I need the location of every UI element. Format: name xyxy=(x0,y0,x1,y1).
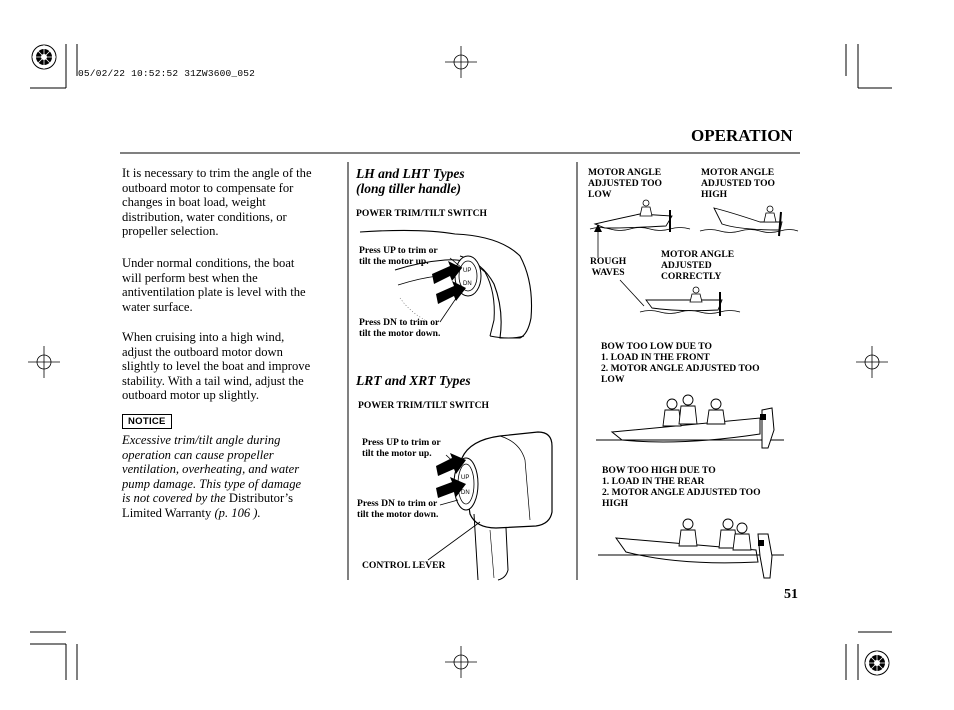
lh-switch-dn-text: DN xyxy=(463,281,472,287)
lrt-xrt-heading: LRT and XRT Types xyxy=(356,373,471,388)
lh-press-up-label: Press UP to trim or tilt the motor up. xyxy=(359,245,438,267)
rough-waves-label: ROUGH WAVES xyxy=(590,256,627,278)
angle-low-label: MOTOR ANGLE ADJUSTED TOO LOW xyxy=(588,167,663,200)
lh-press-dn-label: Press DN to trim or tilt the motor down. xyxy=(359,317,441,339)
paragraph-high-wind: When cruising into a high wind, adjust the outboard motor down slightly to level the boat and improve stability. With a tail wind, adjust the outboard motor up slightly. xyxy=(122,330,311,403)
boat-correct-angle-icon xyxy=(640,287,740,316)
notice-badge: NOTICE xyxy=(122,414,172,429)
notice-text-warranty: Distributor’s Limited Warranty xyxy=(122,491,294,520)
bow-low-label: BOW TOO LOW DUE TO 1. LOAD IN THE FRONT 2. MOTOR ANGLE ADJUSTED TOO LOW xyxy=(601,341,760,385)
lrt-switch-label: POWER TRIM/TILT SWITCH xyxy=(358,400,489,411)
lh-switch-label: POWER TRIM/TILT SWITCH xyxy=(356,208,487,219)
angle-high-label: MOTOR ANGLE ADJUSTED TOO HIGH xyxy=(701,167,776,200)
paragraph-trim-angle: It is necessary to trim the angle of the outboard motor to compensate for changes in boat load, weight distribution, water conditions, or propeller selection. xyxy=(122,166,312,239)
lh-lht-heading: LH and LHT Types (long tiller handle) xyxy=(356,166,465,196)
angle-correct-label: MOTOR ANGLE ADJUSTED CORRECTLY xyxy=(661,249,735,282)
boat-bow-too-low-icon xyxy=(596,395,784,448)
bow-high-label: BOW TOO HIGH DUE TO 1. LOAD IN THE REAR 2. MOTOR ANGLE ADJUSTED TOO HIGH xyxy=(602,465,761,509)
control-lever-label: CONTROL LEVER xyxy=(362,560,446,571)
paragraph-normal-conditions: Under normal conditions, the boat will perform best when the antiventilation plate is level with the water surface. xyxy=(122,256,306,314)
lrt-press-up-label: Press UP to trim or tilt the motor up. xyxy=(362,437,441,459)
boat-bow-too-high-icon xyxy=(598,519,784,578)
notice-page-reference: (p. 106 ). xyxy=(214,505,261,520)
lrt-switch-dn-text: DN xyxy=(461,490,470,496)
lh-switch-up-text: UP xyxy=(463,268,472,274)
notice-text-italic: Excessive trim/tilt angle during operation can cause propeller ventilation, overheating, and water pump damage. This type of damage is not covered by the xyxy=(122,433,302,506)
lrt-press-dn-label: Press DN to trim or tilt the motor down. xyxy=(357,498,439,520)
boat-bow-low-icon xyxy=(590,200,690,232)
print-stamp: 05/02/22 10:52:52 31ZW3600_052 xyxy=(78,68,256,79)
boat-bow-high-icon xyxy=(700,206,798,236)
lrt-switch-up-text: UP xyxy=(461,475,470,481)
section-title: OPERATION xyxy=(691,126,793,145)
page-number: 51 xyxy=(784,587,798,602)
